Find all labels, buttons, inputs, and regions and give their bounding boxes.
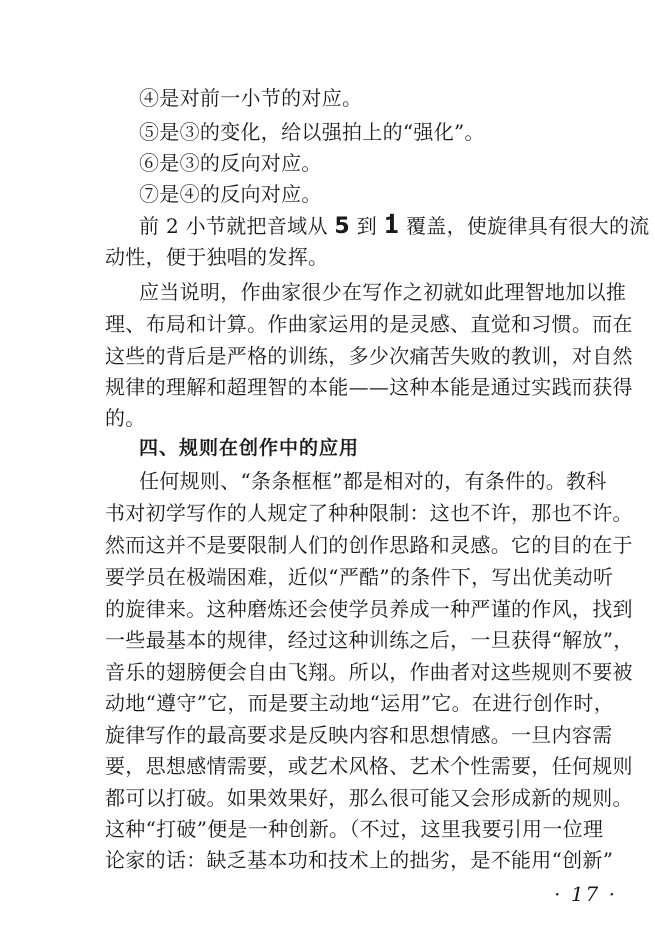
list-line: ④是对前一小节的对应。 [139,86,363,110]
paragraph-line: 要，思想感情需要，或艺术风格、艺术个性需要，任何规则 [105,754,633,778]
list-line: ⑦是④的反向对应。 [139,182,322,206]
list-line: ⑤是③的变化，给以强拍上的“强化”。 [139,120,485,144]
paragraph-line: 书对初学写作的人规定了种种限制：这也不许，那也不许。 [105,501,633,525]
paragraph-line: 这种“打破”便是一种创新。（不过，这里我要引用一位理 [105,817,604,841]
paragraph-line: 任何规则、“条条框框”都是相对的，有条件的。教科 [139,469,607,493]
paragraph-line: 这些的背后是严格的训练，多少次痛苦失败的教训，对自然 [105,344,633,368]
paragraph-line: 旋律写作的最高要求是反映内容和思想情感。一旦内容需 [105,723,613,747]
range-text-before: 前 2 小节就把音域从 [139,214,328,238]
paragraph-line: 都可以打破。如果效果好，那么很可能又会形成新的规则。 [105,786,633,810]
range-text-after: 覆盖，使旋律具有很大的流 [405,214,650,238]
page-number: · 17 · [554,882,617,906]
section-heading: 四、规则在创作中的应用 [139,437,360,459]
paragraph-line: 一些最基本的规律，经过这种训练之后，一旦获得“解放”， [105,628,634,652]
paragraph-line: 动地“遵守”它，而是要主动地“运用”它。在进行创作时， [105,691,614,715]
range-sentence-line [139,214,650,239]
paragraph-line: 应当说明，作曲家很少在写作之初就如此理智地加以推 [139,280,627,304]
paragraph-line: 要学员在极端困难，近似“严酷”的条件下，写出优美动听 [105,565,614,589]
paragraph-line: 理、布局和计算。作曲家运用的是灵感、直觉和习惯。而在 [105,312,633,336]
paragraph-line: 然而这并不是要限制人们的创作思路和灵感。它的目的在于 [105,533,633,557]
paragraph-line: 的旋律来。这种磨炼还会使学员养成一种严谨的作风，找到 [105,597,633,621]
low-note-numeral: 5 [334,214,351,239]
paragraph-line: 规律的理解和超理智的本能——这种本能是通过实践而获得 [105,375,633,399]
paragraph-line: 论家的话：缺乏基本功和技术上的拙劣，是不能用“创新” [105,848,614,872]
high-note-numeral: . 1 [384,214,400,239]
range-sentence-continuation: 动性，便于独唱的发挥。 [105,245,329,269]
list-line: ⑥是③的反向对应。 [139,151,322,175]
range-text-middle: 到 [356,214,378,238]
paragraph-line: 音乐的翅膀便会自由飞翔。所以，作曲者对这些规则不要被 [105,660,633,684]
paragraph-line: 的。 [105,406,146,430]
